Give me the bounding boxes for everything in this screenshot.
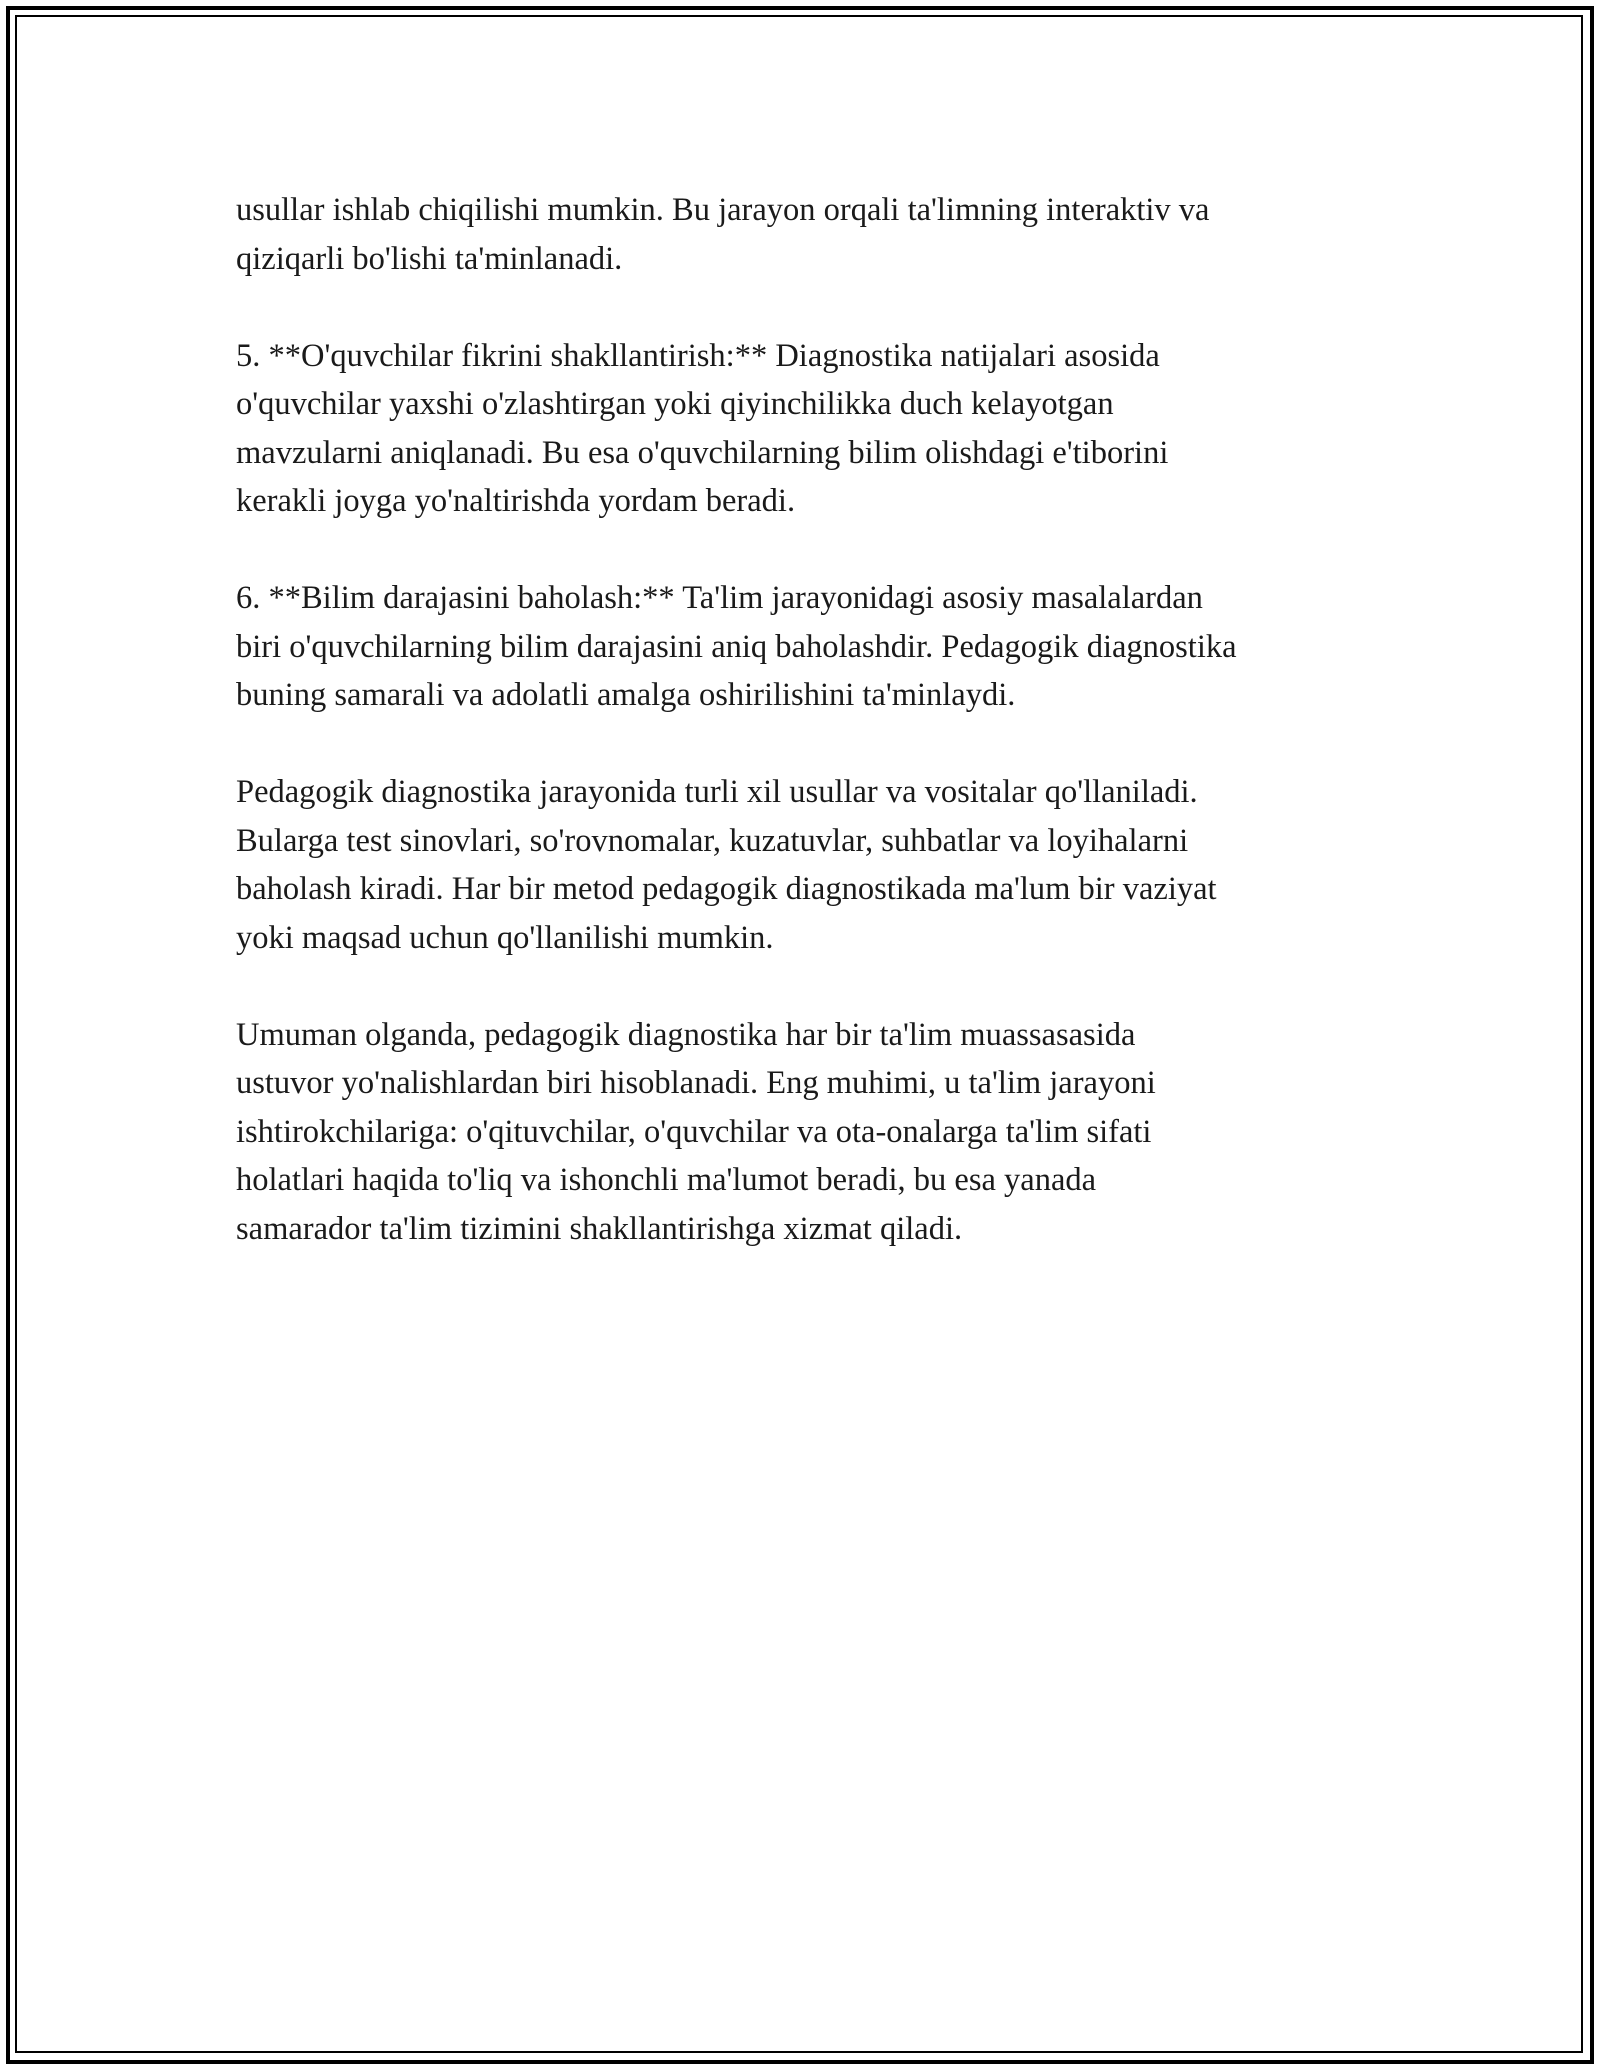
paragraph-methods: Pedagogik diagnostika jarayonida turli xil usullar va vositalar qo'llaniladi. Bularga test sinovlari, so'rovnomalar, kuzatuvlar, suhbatlar va loyihalarni baholash kiradi. Har bir metod pedagogik diagnostikada ma'lum bir vaziyat yoki maqsad uchun qo'llanilishi mumkin.	[236, 774, 1217, 956]
paragraph-item-6: 6. **Bilim darajasini baholash:** Ta'lim jarayonidagi asosiy masalalardan biri o'quvchilarning bilim darajasini aniq baholashdir. Pedagogik diagnostika buning samarali va adolatli amalga oshirilishini ta'minlaydi.	[236, 580, 1237, 713]
document-body	[236, 186, 1386, 1302]
paragraph-item-5: 5. **O'quvchilar fikrini shakllantirish:** Diagnostika natijalari asosida o'quvchilar yaxshi o'zlashtirgan yoki qiyinchilikka duch kelayotgan mavzularni aniqlanadi. Bu esa o'quvchilarning bilim olishdagi e'tiborini kerakli joyga yo'naltirishda yordam beradi.	[236, 337, 1169, 519]
paragraph-conclusion: Umuman olganda, pedagogik diagnostika har bir ta'lim muassasasida ustuvor yo'nalishlardan biri hisoblanadi. Eng muhimi, u ta'lim jarayoni ishtirokchilariga: o'qituvchilar, o'quvchilar va ota-onalarga ta'lim sifati holatlari haqida to'liq va ishonchli ma'lumot beradi, bu esa yanada samarador ta'lim tizimini shakllantirishga xizmat qiladi.	[236, 1016, 1156, 1247]
paragraph-continuation: usullar ishlab chiqilishi mumkin. Bu jarayon orqali ta'limning interaktiv va qiziqarli bo'lishi ta'minlanadi.	[236, 192, 1210, 277]
